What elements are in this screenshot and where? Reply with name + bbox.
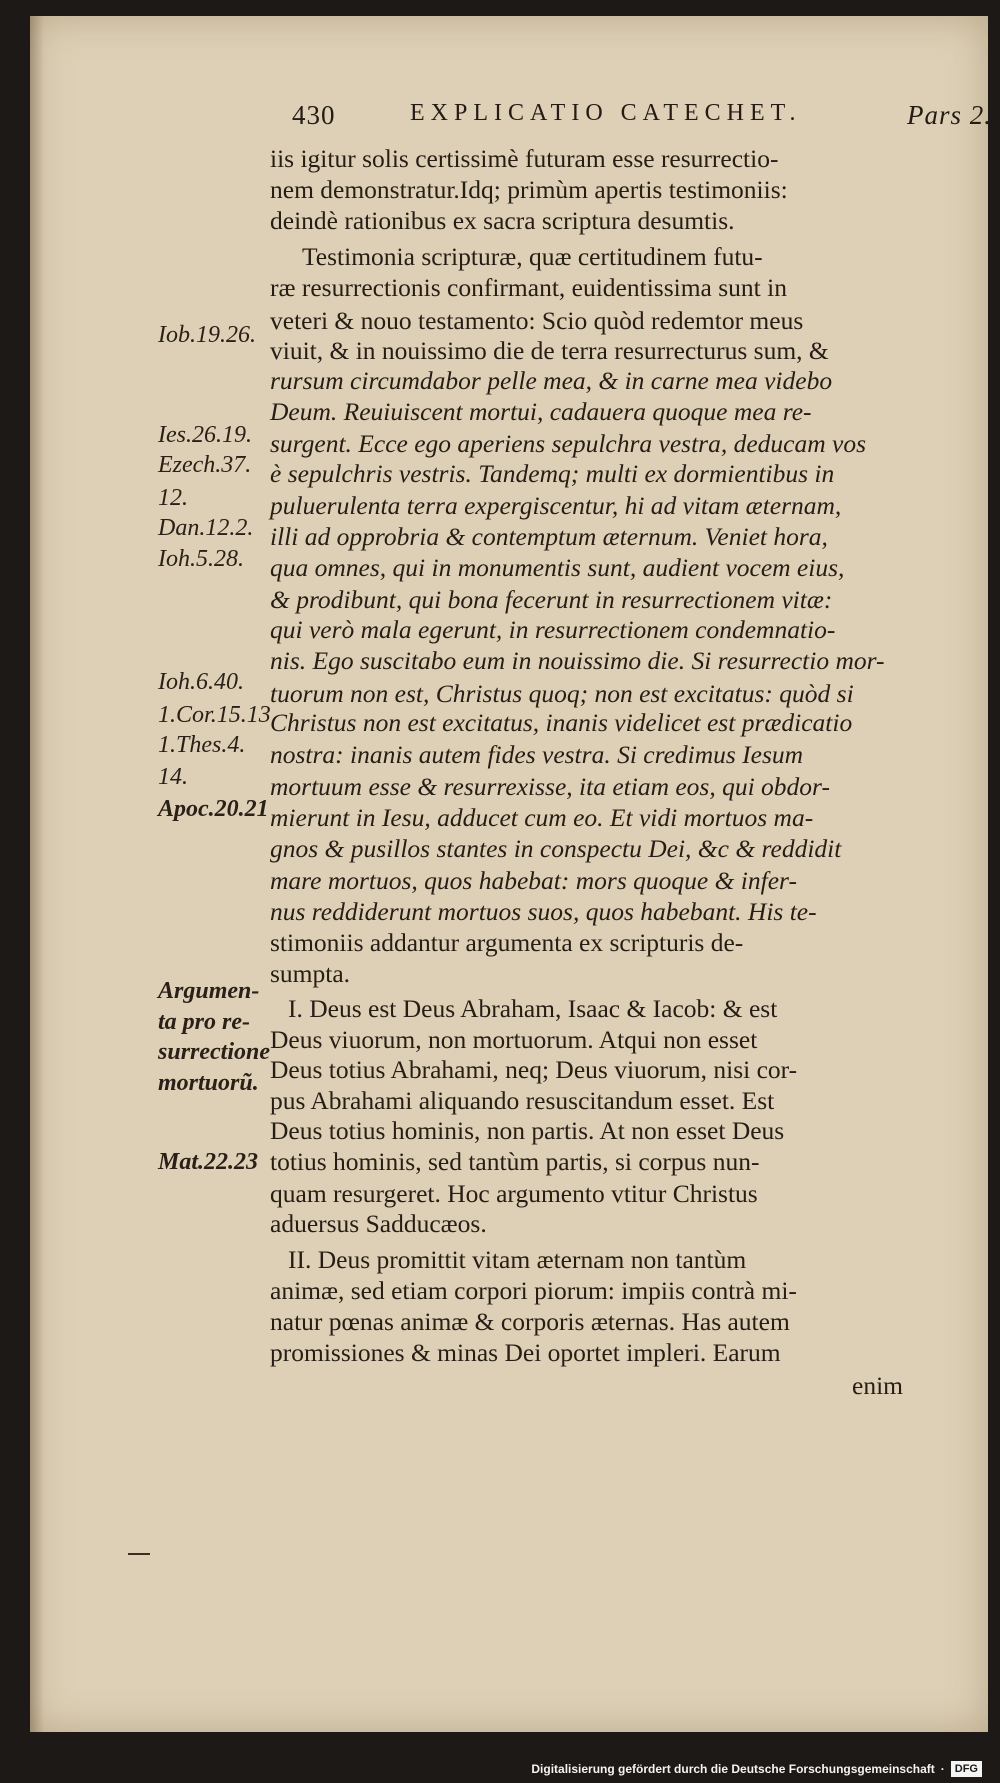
text-line: stimoniis addantur argumenta ex scripturis de- <box>270 928 744 957</box>
margin-note: Ioh.5.28. <box>158 546 244 572</box>
text-line: Deum. Reuiuiscent mortui, cadauera quoque mea re- <box>270 397 812 426</box>
text-line: veteri & nouo testamento: Scio quòd redemtor meus <box>270 306 804 335</box>
text-line: Deus totius hominis, non partis. At non esset Deus <box>270 1116 785 1145</box>
running-header <box>292 100 992 140</box>
digitization-footer: Digitalisierung gefördert durch die Deutsche Forschungsgemeinschaft · DFG <box>531 1759 982 1779</box>
text-line: totius hominis, sed tantùm partis, si corpus nun- <box>270 1147 760 1176</box>
text-line: nus reddiderunt mortuos suos, quos habebant. His te- <box>270 897 817 926</box>
text-line: pus Abrahami aliquando resuscitandum esset. Est <box>270 1086 775 1115</box>
margin-note: ta pro re- <box>158 1009 250 1035</box>
margin-note: Argumen- <box>158 978 260 1004</box>
text-line: animæ, sed etiam corpori piorum: impiis contrà mi- <box>270 1276 797 1305</box>
part-label: Pars 2. <box>906 100 992 130</box>
margin-note: 1.Cor.15.13 <box>158 702 271 728</box>
text-line: è sepulchris vestris. Tandemq; multi ex dormientibus in <box>270 459 835 488</box>
text-line: mare mortuos, quos habebat: mors quoque & infer- <box>270 866 797 895</box>
text-line: II. Deus promittit vitam æternam non tantùm <box>288 1245 747 1274</box>
gutter-shadow <box>30 16 44 1732</box>
margin-note: 14. <box>158 764 188 790</box>
text-line: Deus totius Abrahami, neq; Deus viuorum, nisi cor- <box>270 1055 798 1084</box>
margin-note: Iob.19.26. <box>158 322 256 348</box>
text-line: tuorum non est, Christus quoq; non est excitatus: quòd si <box>270 679 854 708</box>
text-line: deindè rationibus ex sacra scriptura desumtis. <box>270 206 735 235</box>
text-line: Testimonia scripturæ, quæ certitudinem futu- <box>302 242 763 271</box>
margin-note: Apoc.20.21 <box>158 796 269 822</box>
margin-note: 1.Thes.4. <box>158 732 246 758</box>
margin-rule <box>128 1553 150 1555</box>
dfg-logo: DFG <box>951 1761 982 1777</box>
text-line: promissiones & minas Dei oportet impleri. Earum <box>270 1338 781 1367</box>
margin-note: Ies.26.19. <box>158 422 252 448</box>
margin-note: Ezech.37. <box>158 452 252 478</box>
page-number: 430 <box>292 100 336 130</box>
text-line: Deus viuorum, non mortuorum. Atqui non esset <box>270 1025 758 1054</box>
text-line: nis. Ego suscitabo eum in nouissimo die. Si resurrectio mor- <box>270 646 885 675</box>
text-line: nostra: inanis autem fides vestra. Si credimus Iesum <box>270 740 804 769</box>
text-line: mortuum esse & resurrexisse, ita etiam eos, qui obdor- <box>270 772 830 801</box>
text-line: viuit, & in nouissimo die de terra resurrecturus sum, & <box>270 336 829 365</box>
running-title: EXPLICATIO CATECHET. <box>410 100 802 126</box>
margin-note: surrectione <box>158 1039 271 1065</box>
text-line: & prodibunt, qui bona fecerunt in resurrectionem vitæ: <box>270 585 833 614</box>
text-line: natur pœnas animæ & corporis æternas. Has autem <box>270 1307 790 1336</box>
text-line: Christus non est excitatus, inanis videlicet est prædicatio <box>270 708 853 737</box>
margin-note: Ioh.6.40. <box>158 669 244 695</box>
footer-credit: Digitalisierung gefördert durch die Deutsche Forschungsgemeinschaft <box>531 1762 935 1776</box>
text-line: quam resurgeret. Hoc argumento vtitur Christus <box>270 1179 758 1208</box>
margin-note: Dan.12.2. <box>158 515 254 541</box>
text-line: nem demonstratur.Idq; primùm apertis testimoniis: <box>270 175 788 204</box>
text-line: iis igitur solis certissimè futuram esse resurrectio- <box>270 144 779 173</box>
text-line: mierunt in Iesu, adducet cum eo. Et vidi mortuos ma- <box>270 803 814 832</box>
text-line: qui verò mala egerunt, in resurrectionem condemnatio- <box>270 615 836 644</box>
margin-note: 12. <box>158 485 188 511</box>
text-line: puluerulenta terra expergiscentur, hi ad vitam æternam, <box>270 491 842 520</box>
margin-note: Mat.22.23 <box>158 1149 259 1175</box>
text-line: ræ resurrectionis confirmant, euidentissima sunt in <box>270 273 787 302</box>
margin-note: mortuorũ. <box>158 1070 259 1096</box>
text-line: illi ad opprobria & contemptum æternum. Veniet hora, <box>270 522 828 551</box>
text-line: sumpta. <box>270 959 351 988</box>
text-line: rursum circumdabor pelle mea, & in carne mea videbo <box>270 366 833 395</box>
text-line: gnos & pusillos stantes in conspectu Dei, &c & reddidit <box>270 834 842 863</box>
text-line: aduersus Sadducæos. <box>270 1209 487 1238</box>
book-page <box>30 16 992 1732</box>
text-line: surgent. Ecce ego aperiens sepulchra vestra, deducam vos <box>270 429 867 458</box>
text-line: I. Deus est Deus Abraham, Isaac & Iacob: & est <box>288 994 778 1023</box>
text-line: qua omnes, qui in monumentis sunt, audient vocem eius, <box>270 553 845 582</box>
text-line: enim <box>852 1371 903 1400</box>
